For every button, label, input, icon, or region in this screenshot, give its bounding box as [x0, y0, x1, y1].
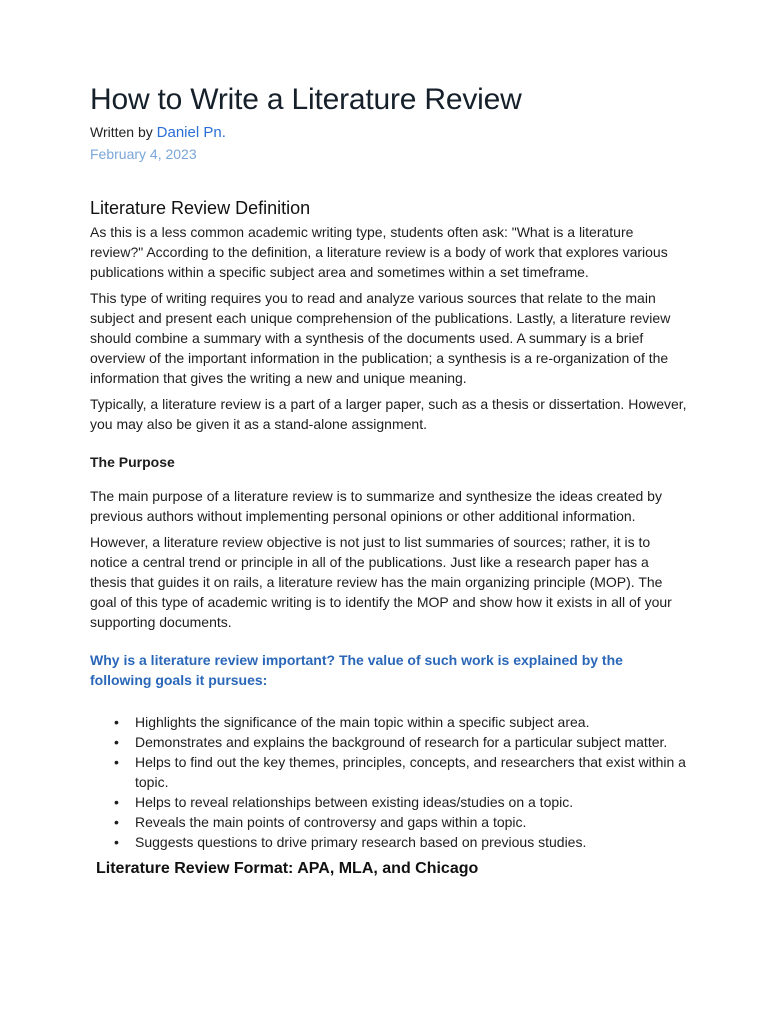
- byline: [90, 122, 688, 143]
- author-link[interactable]: Daniel Pn.: [156, 124, 226, 141]
- publish-date: February 4, 2023: [90, 146, 197, 162]
- paragraph: The main purpose of a literature review is to summarize and synthesize the ideas created by previous authors without implementing personal opinions or other additional information.: [90, 488, 662, 524]
- section-heading-format: Literature Review Format: APA, MLA, and Chicago: [96, 860, 479, 877]
- paragraph: This type of writing requires you to read and analyze various sources that relate to the main subject and present each unique comprehension of the publications. Lastly, a literature review should combine a summary with a synthesis of the documents used. A summary is a brief overview of the important information in the publication; a synthesis is a re-organization of the information that gives the writing a new and unique meaning.: [90, 290, 671, 386]
- page-title: How to Write a Literature Review: [90, 83, 522, 116]
- list-item: • Suggests questions to drive primary research based on previous studies.: [135, 832, 688, 852]
- list-item: • Reveals the main points of controversy and gaps within a topic.: [135, 812, 688, 832]
- list-item: • Helps to reveal relationships between existing ideas/studies on a topic.: [135, 792, 688, 812]
- written-by-label: Written by: [90, 124, 153, 140]
- section-heading-purpose: The Purpose: [90, 454, 175, 470]
- paragraph: Typically, a literature review is a part of a larger paper, such as a thesis or dissertation. However, you may also be given it as a stand-alone assignment.: [90, 396, 687, 432]
- list-item: • Helps to find out the key themes, principles, concepts, and researchers that exist within a topic.: [135, 752, 688, 792]
- paragraph: However, a literature review objective is not just to list summaries of sources; rather, it is to notice a central trend or principle in all of the publications. Just like a research paper has a thesis that guides it on rails, a literature review has the main organizing principle (MOP). The goal of this type of academic writing is to identify the MOP and show how it exists in all of your supporting documents.: [90, 534, 672, 630]
- highlighted-question: Why is a literature review important? The value of such work is explained by the following goals it pursues:: [90, 652, 623, 688]
- goals-list: [90, 712, 688, 852]
- section-heading-definition: Literature Review Definition: [90, 198, 311, 218]
- paragraph: As this is a less common academic writing type, students often ask: "What is a literature review?" According to the definition, a literature review is a body of work that explores various publications within a specific subject area and sometimes within a set timeframe.: [90, 224, 668, 280]
- list-item: • Demonstrates and explains the background of research for a particular subject matter.: [135, 732, 688, 752]
- list-item: • Highlights the significance of the main topic within a specific subject area.: [135, 712, 688, 732]
